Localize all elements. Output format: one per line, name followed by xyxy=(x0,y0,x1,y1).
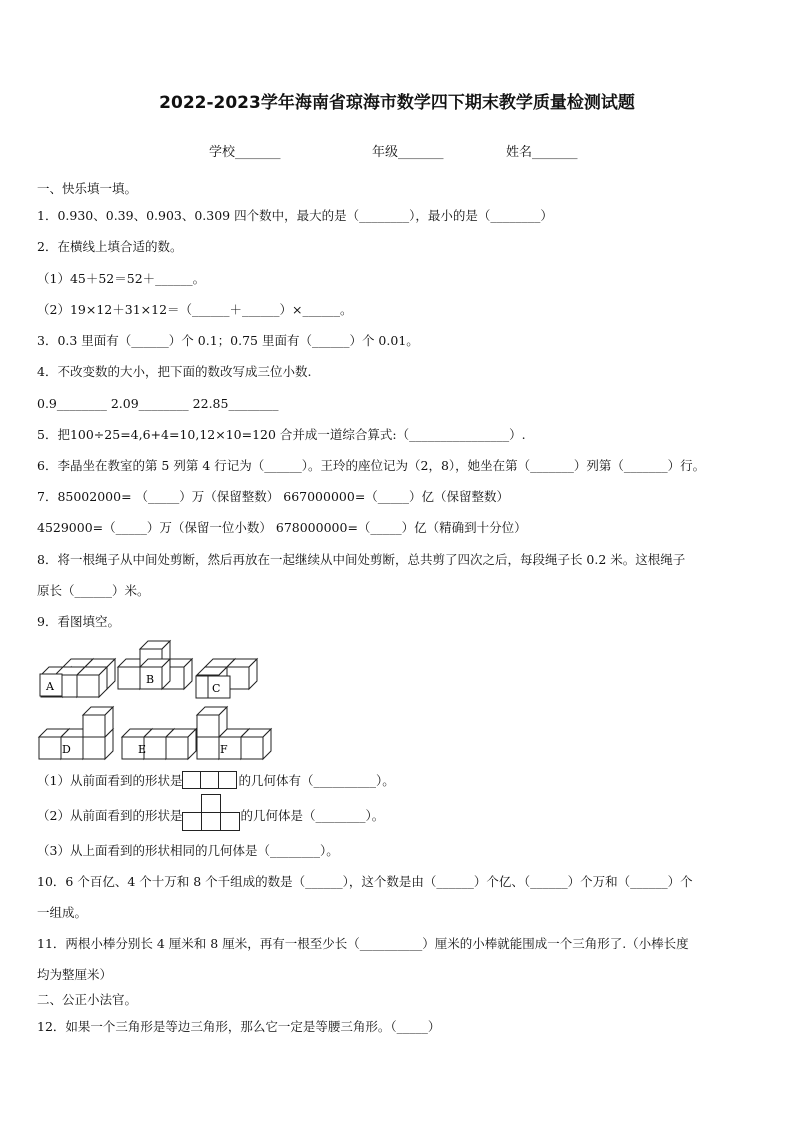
question-11: 11．两根小棒分别长 4 厘米和 8 厘米，再有一根至少长（__________）厘米的小棒就能围成一个三角形了.（小棒长度 xyxy=(37,936,689,951)
question-5: 5．把100÷25=4,6+4=10,12×10=120 合并成一道综合算式:（________________）. xyxy=(37,427,526,442)
question-10-continued: 一组成。 xyxy=(37,905,88,920)
figure-label-e: E xyxy=(138,743,147,756)
figure-label-c: C xyxy=(212,682,221,695)
figure-d xyxy=(39,707,113,759)
question-11-continued: 均为整厘米） xyxy=(37,967,113,982)
question-2-part-2: （2）19×12＋31×12＝（______＋______）×______。 xyxy=(37,302,353,317)
name-field: 姓名_______ xyxy=(506,145,578,160)
question-7-line-2: 4529000=（_____）万（保留一位小数） 678000000=（_____）亿（精确到十分位） xyxy=(37,520,527,535)
front-view-three-squares xyxy=(182,771,238,789)
grade-field: 年级_______ xyxy=(372,145,444,160)
figure-a xyxy=(38,658,115,697)
question-4-numbers: 0.9________ 2.09________ 22.85________ xyxy=(37,396,279,411)
question-9: 9．看图填空。 xyxy=(37,614,120,629)
figure-label-b: B xyxy=(146,673,155,686)
question-10: 10．6 个百亿、4 个十万和 8 个千组成的数是（______），这个数是由（______）个亿、（______）个万和（______）个 xyxy=(37,874,693,889)
figure-label-a: A xyxy=(46,680,54,693)
question-1: 1．0.930、0.39、0.903、0.309 四个数中，最大的是（________），最小的是（________） xyxy=(37,208,553,223)
figure-c xyxy=(196,659,257,698)
figure-e xyxy=(112,721,196,760)
question-7-line-1: 7．85002000= （_____）万（保留整数） 667000000=（_____）亿（保留整数） xyxy=(37,489,510,504)
question-9-part-2 xyxy=(37,806,384,832)
figure-f xyxy=(197,707,271,759)
question-2-part-1: （1）45＋52＝52＋______。 xyxy=(37,271,206,286)
front-view-t-shape xyxy=(182,794,240,832)
question-9-part-3: （3）从上面看到的形状相同的几何体是（________）。 xyxy=(37,843,339,858)
section-title-1: 一、快乐填一填。 xyxy=(37,181,138,196)
figure-label-f: F xyxy=(220,743,228,756)
cube-figures xyxy=(30,636,280,766)
q9-part1-suffix: 的几何体有（__________）。 xyxy=(238,773,395,788)
section-title-2: 二、公正小法官。 xyxy=(37,992,138,1007)
question-9-part-1 xyxy=(37,771,395,789)
school-field: 学校_______ xyxy=(209,145,281,160)
figure-b xyxy=(118,641,192,689)
question-3: 3．0.3 里面有（______）个 0.1；0.75 里面有（______）个 0.01。 xyxy=(37,333,419,348)
question-8-continued: 原长（______）米。 xyxy=(37,583,150,598)
figure-label-d: D xyxy=(62,743,71,756)
q9-part2-suffix: 的几何体是（________）。 xyxy=(240,808,385,823)
page-title: 2022-2023学年海南省琼海市数学四下期末教学质量检测试题 xyxy=(159,93,635,113)
q9-part1-prefix: （1）从前面看到的形状是 xyxy=(37,773,183,788)
question-4: 4．不改变数的大小，把下面的数改写成三位小数. xyxy=(37,364,312,379)
question-2: 2．在横线上填合适的数。 xyxy=(37,239,183,254)
question-6: 6．李晶坐在教室的第 5 列第 4 行记为（______）。王玲的座位记为（2，8），她坐在第（_______）列第（_______）行。 xyxy=(37,458,706,473)
question-8: 8．将一根绳子从中间处剪断，然后再放在一起继续从中间处剪断，总共剪了四次之后，每段绳子长 0.2 米。这根绳子 xyxy=(37,552,686,567)
q9-part2-prefix: （2）从前面看到的形状是 xyxy=(37,808,183,823)
question-12: 12．如果一个三角形是等边三角形，那么它一定是等腰三角形。（_____） xyxy=(37,1019,441,1034)
